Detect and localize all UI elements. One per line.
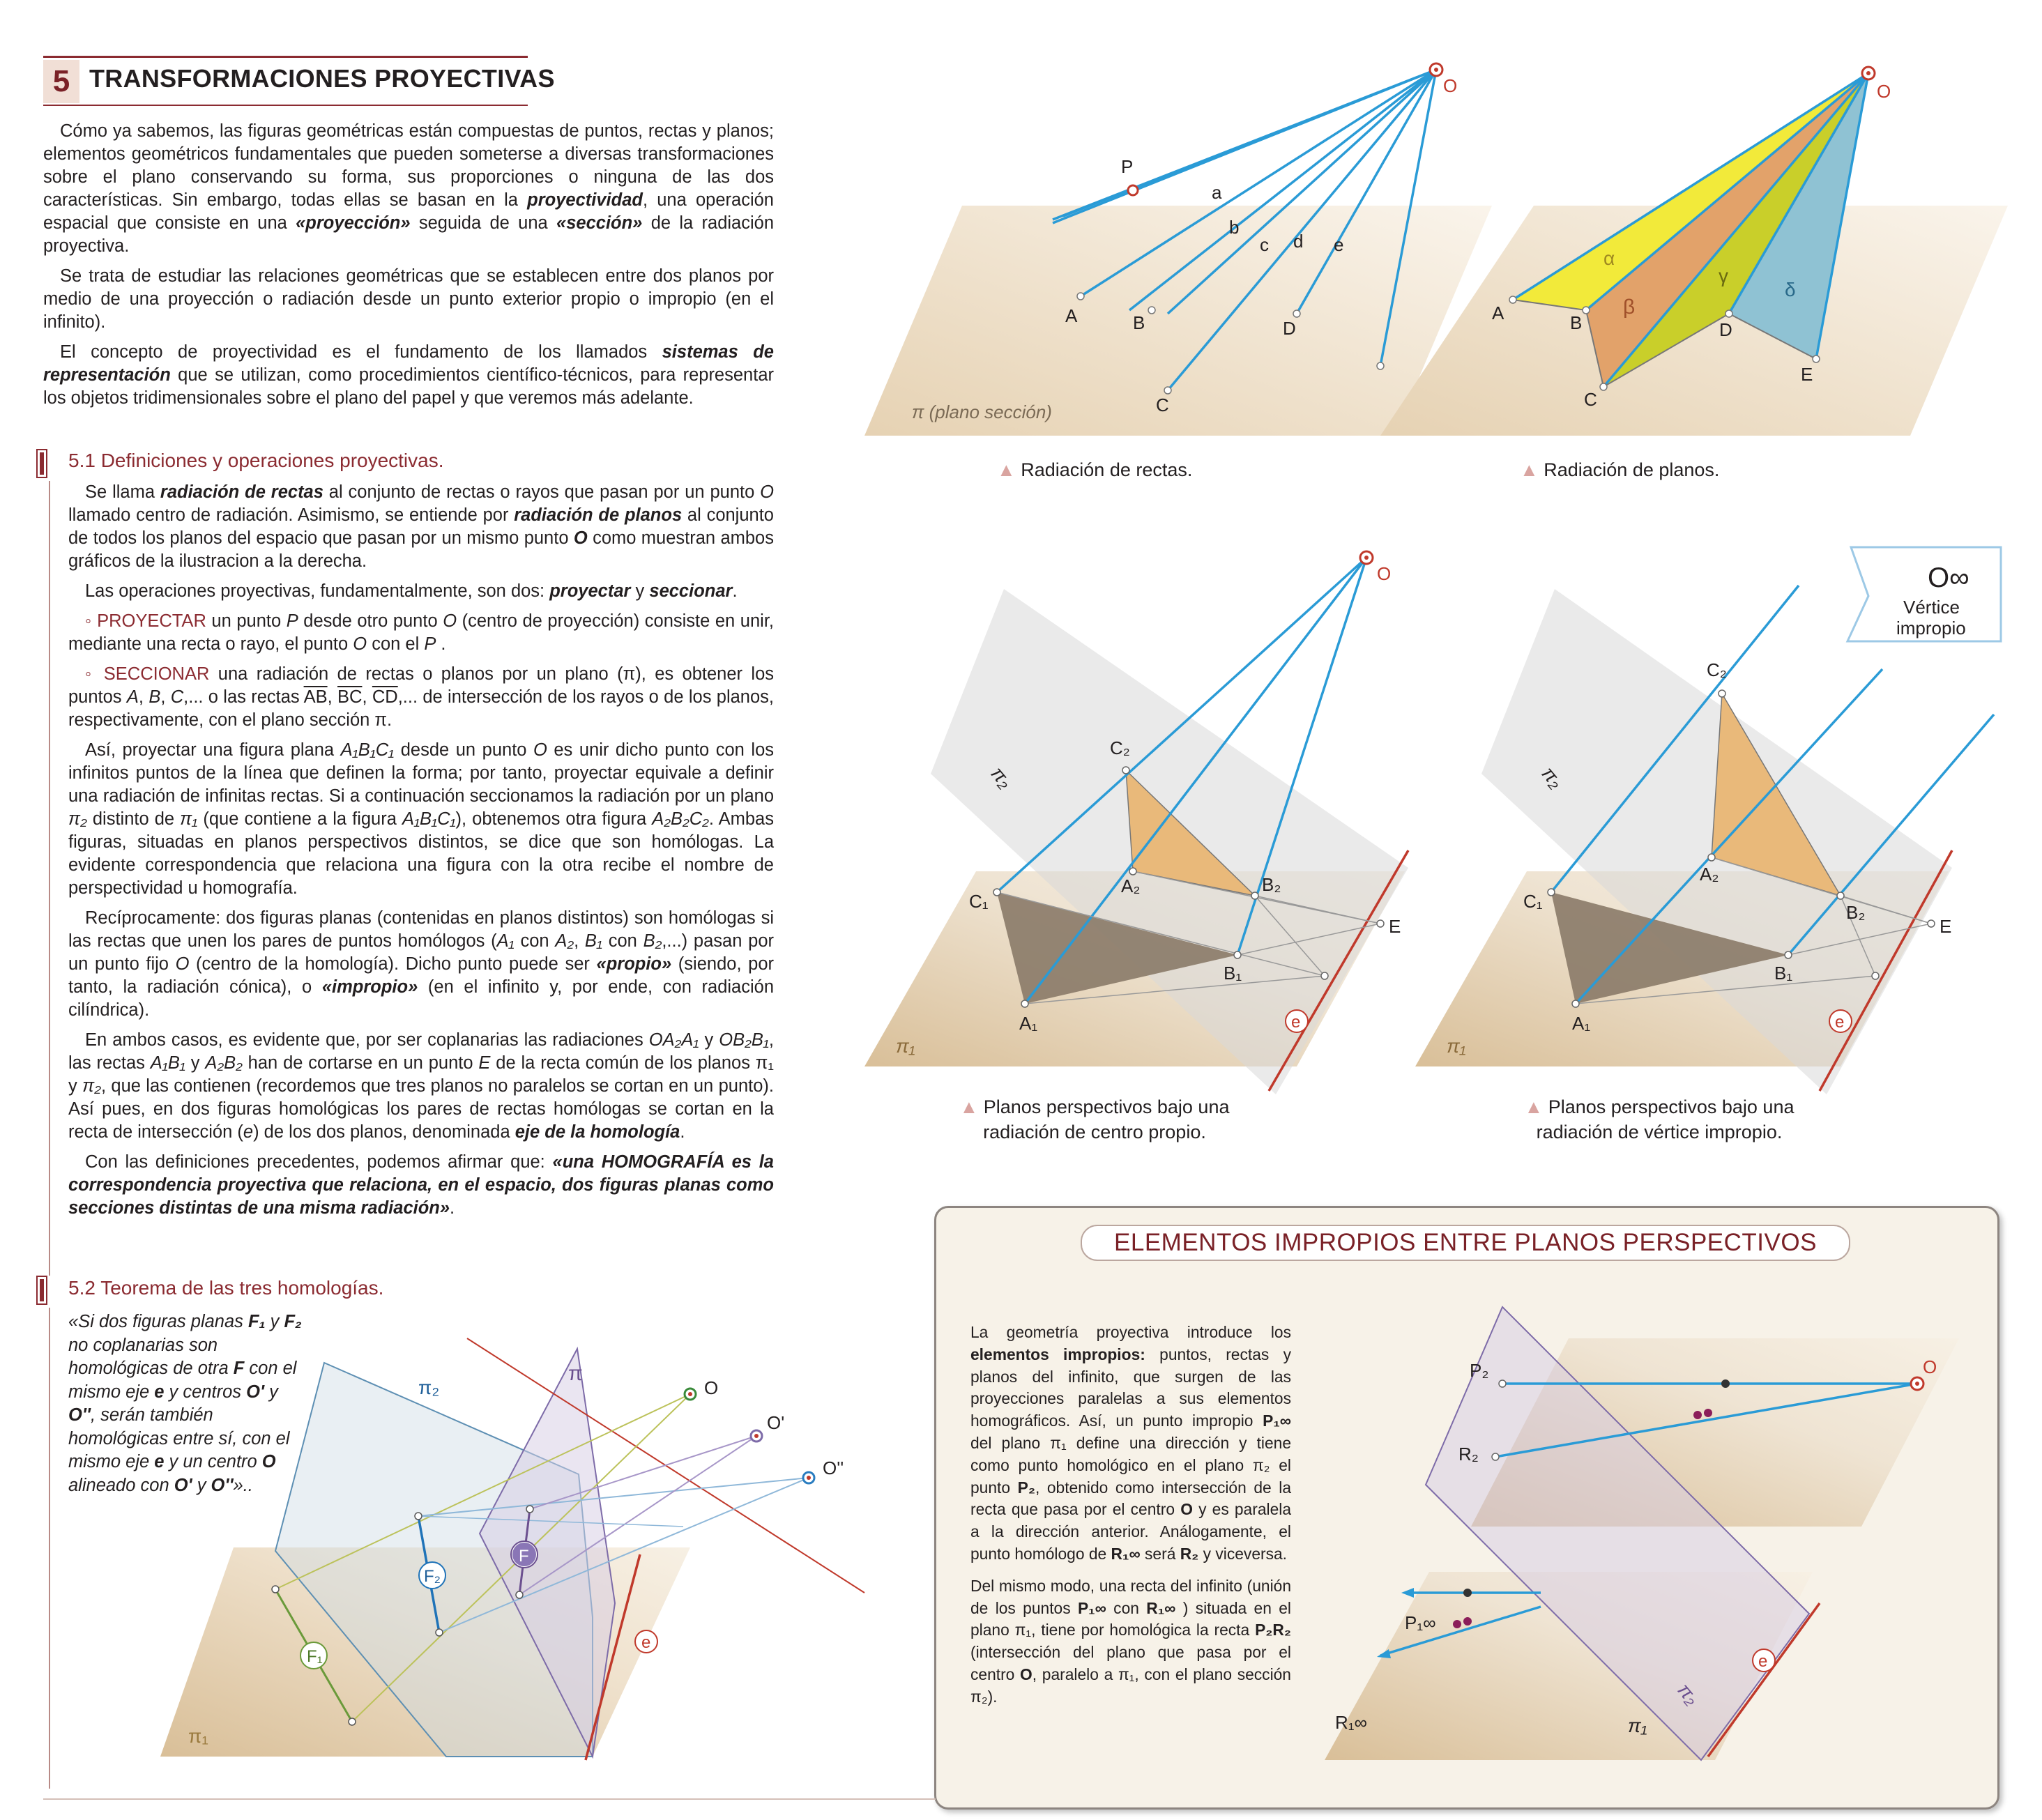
label-F2: F₂ (424, 1567, 441, 1586)
fig-radiacion-planos (1464, 56, 2022, 446)
section-2-title: 5.2 Teorema de las tres homologías. (68, 1277, 384, 1299)
section-1-rule (49, 481, 50, 1276)
label-B1: B₁ (1224, 963, 1242, 984)
section-marker (36, 449, 47, 478)
label-ray-e: e (1334, 234, 1344, 255)
triangle-icon: ▲ (997, 459, 1016, 480)
label-P1inf: P₁∞ (1405, 1612, 1436, 1633)
s1-paragraph-radiacion: Se llama radiación de rectas al conjunto de rectas o rayos que pasan por un punto O llamado centro de radiación. Asimismo, se entiende por radiación de planos al conjunto de todos los planos del espacio que pasan por un mismo punto O como muestran ambos gráficos de la ilustracion a la derecha. (68, 482, 774, 571)
label-P2: P₂ (1470, 1360, 1489, 1381)
s1-paragraph-proyectar-figura: Así, proyectar una figura plana A₁B₁C₁ desde un punto O es unir dicho punto con los infinitos puntos de la línea que definen la forma; por tanto, proyectar equivale a definir una radiación de infinitas rectas. Si a continuación seccionamos la radiación por un plano π₂ distinto de π₁ (que contiene a la figura A₁B₁C₁), obtenemos otra figura A₂B₂C₂. Ambas figuras, situadas en planos perspectivos distintos, se dice que son homólogas. La evidente correspondencia que relaciona una figura con la otra recibe el nombre de perspectividad u homografía. (68, 740, 774, 898)
label-alpha: α (1603, 247, 1615, 269)
fig-elementos-impropios (1311, 1303, 1980, 1791)
label-ray-d: d (1293, 231, 1304, 252)
vertex-label-2: impropio (1896, 618, 1966, 638)
triangle-icon: ▲ (959, 1096, 979, 1117)
fig-vertice-impropio (1415, 544, 2029, 1101)
label-D: D (1283, 318, 1296, 339)
label-D: D (1719, 319, 1732, 340)
s1-paragraph-operaciones: Las operaciones proyectivas, fundamentalmente, son dos: proyectar y seccionar. (85, 581, 738, 601)
label-ray-c: c (1260, 234, 1269, 255)
label-O: O (1443, 75, 1458, 96)
label-delta: δ (1785, 279, 1796, 300)
label-pi1: π₁ (188, 1725, 208, 1747)
label-pi2: π₂ (1673, 1678, 1704, 1709)
label-B1: B₁ (1774, 963, 1793, 984)
label-pi: π (568, 1362, 583, 1385)
caption-impropio (1464, 1094, 1854, 1145)
point-P (1128, 185, 1138, 195)
s1-paragraph-reciprocamente: Recíprocamente: dos figuras planas (contenidas en planos distintos) son homólogas si las rectas que unen los pares de puntos homólogos (A₁ con A₂, B₁ con B₂,...) pasan por un punto fijo O (centro de la homología). Dicho punto puede ser «propio» (siendo, por tanto, la radiación cónica), o «impropio» (en el infinito y, por ende, con radiación cilíndrica). (68, 908, 774, 1020)
theorem-quote: «Si dos figuras planas F₁ y F₂ no coplanarias son homológicas de otra F con el mismo eje e y centros O' y O'', serán también homológicas entre sí, con el mismo eje e y un centro O alineado con O' y O''».. (68, 1312, 302, 1495)
caption-impropio-line1: Planos perspectivos bajo una (1548, 1096, 1795, 1117)
box-paragraph-1: La geometría proyectiva introduce los elementos impropios: puntos, rectas y planos del infinito, que surgen de las proyecciones paralelas a sus elementos homográficos. Así, un punto impropio P₁∞ del plano π₁ define una dirección y tiene como punto homológico en el plano π₂ el punto P₂, obtenido como intersección de la recta que pasa por el centro O y es paralela a la dirección anterior. Análogamente, el punto homólogo de R₁∞ será R₂ y viceversa. (970, 1323, 1291, 1563)
three-homologies-figure (160, 1324, 871, 1771)
label-O: O (704, 1377, 719, 1398)
box-title: ELEMENTOS IMPROPIOS ENTRE PLANOS PERSPECTIVOS (1081, 1225, 1850, 1261)
label-O: O (1877, 81, 1891, 102)
label-gamma: γ (1719, 265, 1728, 286)
chapter-number: 5 (43, 60, 79, 103)
label-B: B (1570, 312, 1583, 333)
label-pi2: π₂ (418, 1377, 440, 1398)
section-2-rule (49, 1308, 50, 1789)
label-E: E (1389, 916, 1401, 937)
header-underline (43, 105, 528, 106)
label-R2: R₂ (1458, 1444, 1479, 1465)
label-F: F (519, 1547, 529, 1566)
label-e: e (641, 1633, 651, 1652)
caption-rectas-text: Radiación de rectas. (1021, 459, 1193, 480)
label-C1: C₁ (969, 891, 989, 912)
intro-paragraph-1: Cómo ya sabemos, las figuras geométricas están compuestas de puntos, rectas y planos; elementos geométricos fundamentales que pueden someterse a diversas transformaciones sobre el plano conservando su forma, sus proporciones o ninguna de las dos características. Sin embargo, todas ellas se basan en la proyectividad, una operación espacial que consiste en una «proyección» seguida de una «sección» de la radiación proyectiva. (43, 121, 775, 256)
label-B2: B₂ (1846, 902, 1866, 923)
chapter-title: TRANSFORMACIONES PROYECTIVAS (89, 64, 555, 93)
vertex-label-1: Vértice (1903, 597, 1960, 618)
label-B: B (1133, 312, 1145, 333)
caption-propio (913, 1094, 1276, 1145)
bottom-rule (43, 1798, 936, 1800)
intro-paragraph-3: El concepto de proyectividad es el fundamento de los llamados sistemas de representación que se utilizan, como procedimientos científico-técnicos, para representar los objetos tridimensionales sobre el plano del papel y que veremos más adelante. (43, 342, 774, 408)
label-plano-seccion: π (plano sección) (912, 402, 1052, 422)
intro-paragraph-2: Se trata de estudiar las relaciones geométricas que se establecen entre dos planos por medio de una proyección o radiación desde un punto exterior propio o impropio (en el infinito). (43, 266, 774, 332)
label-C: C (1156, 395, 1169, 415)
label-pi2: π₂ (986, 762, 1017, 793)
label-O1: O' (767, 1412, 785, 1433)
caption-rectas (997, 457, 1276, 482)
label-O2: O'' (823, 1458, 844, 1478)
caption-propio-line1: Planos perspectivos bajo una (983, 1096, 1230, 1117)
label-C2: C₂ (1707, 659, 1727, 680)
label-A2: A₂ (1700, 864, 1719, 885)
caption-planos-text: Radiación de planos. (1544, 459, 1720, 480)
label-R1inf: R₁∞ (1335, 1712, 1368, 1733)
label-C1: C₁ (1523, 891, 1543, 912)
label-beta: β (1623, 296, 1636, 319)
box-text (970, 1322, 1291, 1718)
label-A1: A₁ (1019, 1013, 1038, 1034)
label-pi1: π₁ (1628, 1715, 1647, 1736)
label-E: E (1940, 916, 1952, 937)
vertex-symbol: O∞ (1928, 563, 1969, 593)
fig-radiacion-rectas (864, 56, 1458, 446)
label-A: A (1492, 303, 1504, 323)
label-pi1: π₁ (1447, 1035, 1466, 1057)
label-A1: A₁ (1572, 1013, 1591, 1034)
triangle-icon: ▲ (1524, 1096, 1544, 1117)
label-pi2: π₂ (1537, 762, 1568, 793)
label-ray-a: a (1212, 182, 1222, 203)
label-A2: A₂ (1121, 875, 1141, 896)
caption-propio-line2: radiación de centro propio. (983, 1122, 1206, 1142)
section-1-title: 5.1 Definiciones y operaciones proyectivas. (68, 450, 444, 471)
label-A: A (1065, 305, 1078, 326)
fig-centro-propio (864, 544, 1422, 1101)
label-e: e (1758, 1652, 1768, 1671)
caption-impropio-line2: radiación de vértice impropio. (1536, 1122, 1783, 1142)
label-ray-b: b (1229, 217, 1240, 238)
section-marker (36, 1276, 47, 1305)
caption-planos (1520, 457, 1799, 482)
label-e: e (1835, 1013, 1845, 1032)
section-1-text (68, 481, 774, 1227)
s1-bullet-seccionar: ◦ SECCIONAR una radiación de rectas o planos por un plano (π), es obtener los puntos A, B, C,... o las rectas $\overline{AB}$, $\overline{BC}$, $\overline{CD}$,... de intersección de los rayos o de los planos, respectivamente, con el plano sección π. (68, 664, 775, 730)
term-seccionar: SECCIONAR (103, 664, 210, 684)
term-proyectar: PROYECTAR (97, 611, 206, 631)
s1-paragraph-ambos-casos: En ambos casos, es evidente que, por ser coplanarias las radiaciones OA₂A₁ y OB₂B₁, las rectas A₁B₁ y A₂B₂ han de cortarse en un punto E de la recta común de los planos π₁ y π₂, que las contienen (recordemos que tres planos no paralelos se cortan en un punto). Así pues, en dos figuras homológicas los pares de rectas homólogas se cortan en la recta de intersección (e) de los dos planos, denominada eje de la homología. (68, 1030, 775, 1142)
label-C: C (1584, 389, 1597, 410)
intro-text (43, 120, 774, 417)
triangle-icon: ▲ (1520, 459, 1539, 480)
label-F1: F₁ (307, 1647, 323, 1666)
label-O: O (1377, 563, 1392, 584)
label-pi1: π₁ (896, 1035, 915, 1057)
box-paragraph-2: Del mismo modo, una recta del infinito (unión de los puntos P₁∞ con R₁∞ ) situada en el plano π₁, tiene por homológica la recta P₂R₂ (intersección del plano que pasa por el centro O, paralelo a π₁, con el plano sección π₂). (970, 1576, 1291, 1706)
label-C2: C₂ (1110, 737, 1130, 758)
label-O: O (1923, 1356, 1937, 1377)
label-P: P (1121, 156, 1134, 177)
label-E: E (1801, 364, 1813, 385)
s1-paragraph-definicion: Con las definiciones precedentes, podemos afirmar que: «una HOMOGRAFÍA es la correspondencia proyectiva que relaciona, en el espacio, dos figuras planas como secciones distintas de una misma radiación». (68, 1152, 774, 1218)
s1-bullet-proyectar: ◦ PROYECTAR un punto P desde otro punto O (centro de proyección) consiste en unir, mediante una recta o rayo, el punto O con el P . (68, 611, 774, 654)
label-e: e (1291, 1013, 1301, 1032)
label-B2: B₂ (1262, 874, 1281, 895)
header-rule (43, 56, 528, 58)
